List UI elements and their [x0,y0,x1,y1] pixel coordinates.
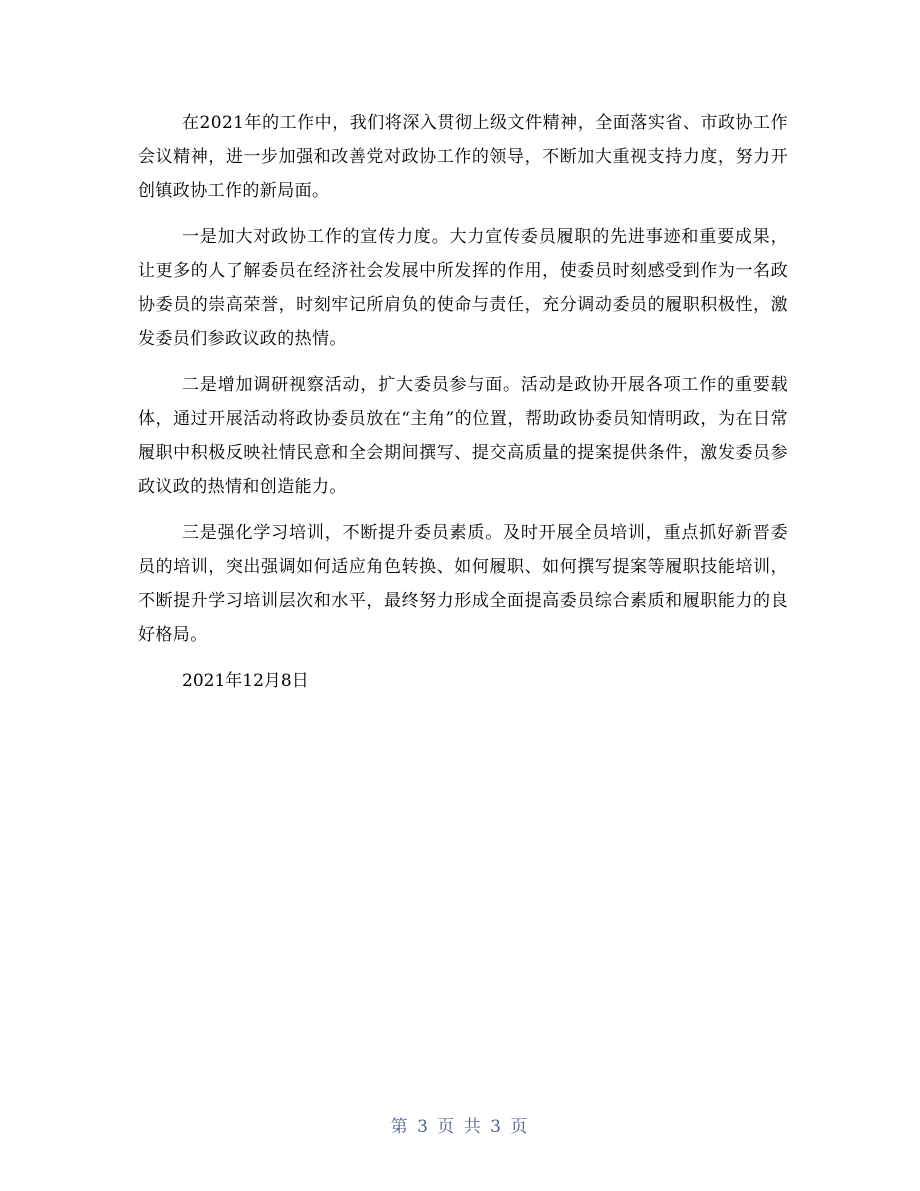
document-body [138,106,788,698]
paragraph-intro: 在2021年的工作中，我们将深入贯彻上级文件精神，全面落实省、市政协工作会议精神，进一步加强和改善党对政协工作的领导，不断加大重视支持力度，努力开创镇政协工作的新局面。 [138,113,788,201]
document-date: 2021年12月8日 [182,671,309,691]
paragraph-point-one: 一是加大对政协工作的宣传力度。大力宣传委员履职的先进事迹和重要成果，让更多的人了解委员在经济社会发展中所发挥的作用，使委员时刻感受到作为一名政协委员的崇高荣誉，时刻牢记所肩负的使命与责任，充分调动委员的履职积极性，激发委员们参政议政的热情。 [138,227,788,349]
page-number-footer: 第 3 页 共 3 页 [390,1117,530,1137]
paragraph-point-two: 二是增加调研视察活动，扩大委员参与面。活动是政协开展各项工作的重要载体，通过开展活动将政协委员放在“主角”的位置，帮助政协委员知情明政，为在日常履职中积极反映社情民意和全会期间撰写、提交高质量的提案提供条件，激发委员参政议政的热情和创造能力。 [138,375,788,497]
paragraph-point-three: 三是强化学习培训，不断提升委员素质。及时开展全员培训，重点抓好新晋委员的培训，突出强调如何适应角色转换、如何履职、如何撰写提案等履职技能培训，不断提升学习培训层次和水平，最终努力形成全面提高委员综合素质和履职能力的良好格局。 [138,523,788,645]
